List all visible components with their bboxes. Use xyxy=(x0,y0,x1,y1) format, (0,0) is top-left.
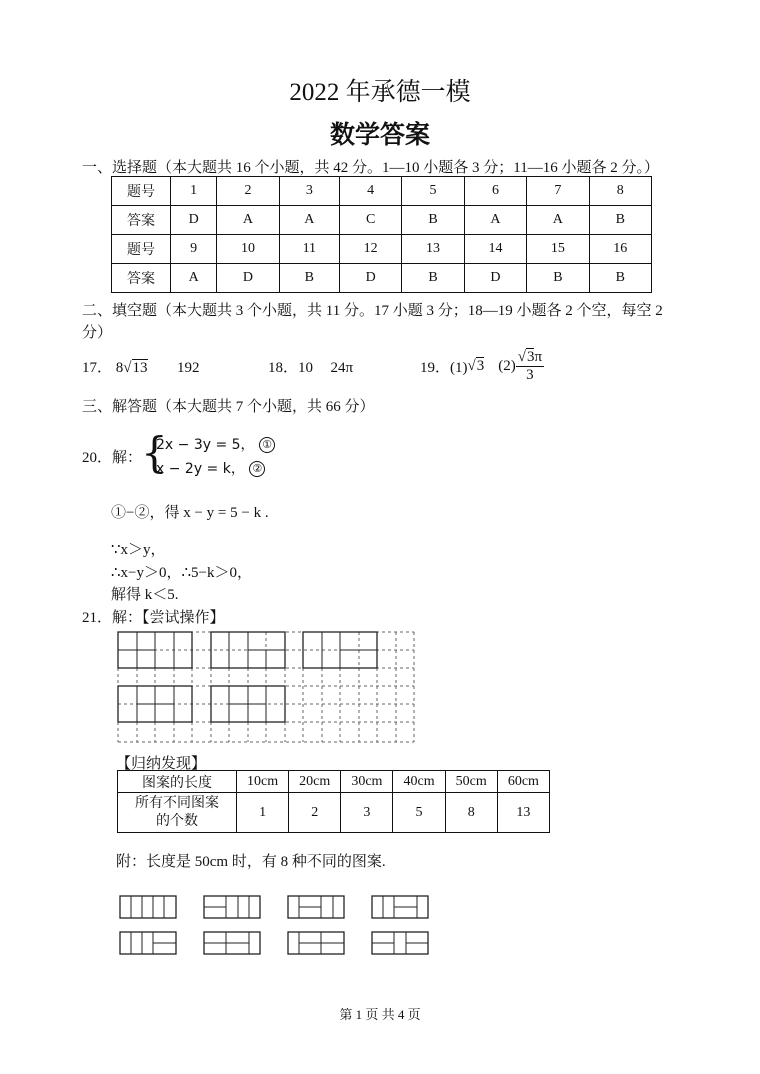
count-table-count-cell: 1 xyxy=(237,793,289,833)
induction-label: 【归纳发现】 xyxy=(116,756,207,772)
choice-table-cell: 7 xyxy=(527,177,589,206)
q20-eq2 xyxy=(156,458,265,478)
choice-table-cell: 14 xyxy=(464,235,526,264)
pattern-1 xyxy=(120,896,176,918)
q20-eq1-text: 2x − 3y = 5， xyxy=(156,437,255,453)
choice-table-number-row xyxy=(112,177,652,206)
count-table-count-cell: 3 xyxy=(341,793,393,833)
q20-eq1 xyxy=(156,434,275,454)
pattern-6 xyxy=(204,932,260,954)
choice-table-cell: B xyxy=(589,206,651,235)
choice-table-cell: B xyxy=(527,264,589,293)
choice-table-cell: 15 xyxy=(527,235,589,264)
page-footer: 第 1 页 共 4 页 xyxy=(339,1007,421,1022)
count-table-length-cell: 50cm xyxy=(445,771,497,793)
count-table-count-cell: 13 xyxy=(497,793,549,833)
choice-table-cell: 4 xyxy=(339,177,401,206)
page-title: 2022 年承德一模 xyxy=(289,79,471,106)
q20-step1: ①−②，得 x − y = 5 − k . xyxy=(111,505,269,521)
q20-label: 20．解： xyxy=(82,450,143,466)
q17-answer-b: 192 xyxy=(177,360,200,376)
q20-step2: ∵x＞y， xyxy=(111,542,166,558)
q19-b-den: 3 xyxy=(526,366,534,383)
choice-table-cell: 11 xyxy=(279,235,339,264)
choice-table-cell: 10 xyxy=(217,235,279,264)
q19-answer: 19．(1) √ 3 (2) √3π 3 xyxy=(420,349,543,383)
choice-table-row-label: 题号 xyxy=(112,177,171,206)
choice-table-cell: 8 xyxy=(589,177,651,206)
count-table-count-cell: 5 xyxy=(393,793,445,833)
count-table-count-cell: 8 xyxy=(445,793,497,833)
q20-step4: 解得 k＜5. xyxy=(111,587,179,603)
q19-b-num-tail: π xyxy=(534,349,543,365)
section2-heading-line1: 二、填空题（本大题共 3 个小题，共 11 分。17 小题 3 分；18—19 小题各 2 个空，每空 2 xyxy=(82,303,663,319)
choice-table-cell: A xyxy=(171,264,217,293)
pattern-7 xyxy=(288,932,344,954)
choice-table-cell: A xyxy=(217,206,279,235)
choice-table-cell: A xyxy=(527,206,589,235)
pattern-3 xyxy=(288,896,344,918)
choice-table-cell: C xyxy=(339,206,401,235)
choice-table-cell: B xyxy=(589,264,651,293)
q18-label: 18．10 xyxy=(268,360,314,376)
count-label-line2: 的个数 xyxy=(156,813,198,829)
trial-tiling-diagram xyxy=(116,628,418,746)
choice-table-cell: 9 xyxy=(171,235,217,264)
choice-table-answer-row xyxy=(112,206,652,235)
count-table-length-cell: 60cm xyxy=(497,771,549,793)
choice-table-cell: D xyxy=(217,264,279,293)
q17-answer: 17． 8√13 192 xyxy=(82,360,200,376)
q17-label: 17． xyxy=(82,360,113,376)
count-table-header-label: 图案的长度 xyxy=(118,771,237,793)
count-table-count-label xyxy=(118,793,237,833)
pattern-8 xyxy=(372,932,428,954)
choice-table-cell: D xyxy=(339,264,401,293)
q19-a-root: 3 xyxy=(476,358,485,374)
page-subtitle: 数学答案 xyxy=(329,122,430,149)
q21-label: 21．解：【尝试操作】 xyxy=(82,610,225,626)
q18-answer-b: 24π xyxy=(330,360,354,376)
count-table-count-cell: 2 xyxy=(289,793,341,833)
pattern-5 xyxy=(120,932,176,954)
q19-b-num-root: 3 xyxy=(526,349,535,365)
q21-note: 附：长度是 50cm 时，有 8 种不同的图案. xyxy=(116,854,386,870)
section1-heading: 一、选择题（本大题共 16 个小题，共 42 分。1—10 小题各 3 分；11—16 小题各 2 分。） xyxy=(82,160,659,176)
count-table-length-cell: 30cm xyxy=(341,771,393,793)
choice-table-number-row xyxy=(112,235,652,264)
choice-table-row-label: 答案 xyxy=(112,264,171,293)
count-table-count-row xyxy=(118,793,550,833)
choice-table-cell: 2 xyxy=(217,177,279,206)
count-table-length-cell: 20cm xyxy=(289,771,341,793)
choice-table-cell: B xyxy=(279,264,339,293)
choice-table-cell: 6 xyxy=(464,177,526,206)
q17-coef: 8 xyxy=(115,360,124,376)
q19-fraction: √3π 3 xyxy=(517,349,543,383)
q19-label: 19．(1) xyxy=(420,359,468,376)
q20-eq1-mark: ① xyxy=(259,437,275,453)
count-table-header-row xyxy=(118,771,550,793)
choice-table-cell: 3 xyxy=(279,177,339,206)
choice-table-cell: B xyxy=(402,206,464,235)
q19-b-label: (2) xyxy=(498,357,516,374)
choice-table-cell: A xyxy=(464,206,526,235)
equation-brace: { xyxy=(141,428,168,477)
fifty-cm-patterns-diagram xyxy=(116,890,436,960)
choice-table-cell: 12 xyxy=(339,235,401,264)
choice-table-cell: D xyxy=(171,206,217,235)
choice-table-answer-row xyxy=(112,264,652,293)
count-label-line1: 所有不同图案 xyxy=(135,795,219,811)
count-table-length-cell: 10cm xyxy=(237,771,289,793)
choice-table-cell: 1 xyxy=(171,177,217,206)
q17-root: 13 xyxy=(132,360,148,376)
section2-heading-line2: 分） xyxy=(82,325,113,341)
choice-table-row-label: 题号 xyxy=(112,235,171,264)
choice-table-cell: B xyxy=(402,264,464,293)
q18-answer xyxy=(268,356,353,377)
choice-table-cell: A xyxy=(279,206,339,235)
choice-table-cell: 16 xyxy=(589,235,651,264)
count-table-length-cell: 40cm xyxy=(393,771,445,793)
pattern-2 xyxy=(204,896,260,918)
pattern-4 xyxy=(372,896,428,918)
choice-answer-table xyxy=(111,176,652,293)
q20-eq2-mark: ② xyxy=(249,461,265,477)
choice-table-row-label: 答案 xyxy=(112,206,171,235)
pattern-count-table xyxy=(117,770,550,833)
choice-table-cell: 13 xyxy=(402,235,464,264)
choice-table-cell: 5 xyxy=(402,177,464,206)
q20-eq2-text: x − 2y = k， xyxy=(156,461,245,477)
section3-heading: 三、解答题（本大题共 7 个小题，共 66 分） xyxy=(82,399,375,415)
choice-table-cell: D xyxy=(464,264,526,293)
q20-step3: ∴x−y＞0，∴5−k＞0， xyxy=(111,565,253,581)
